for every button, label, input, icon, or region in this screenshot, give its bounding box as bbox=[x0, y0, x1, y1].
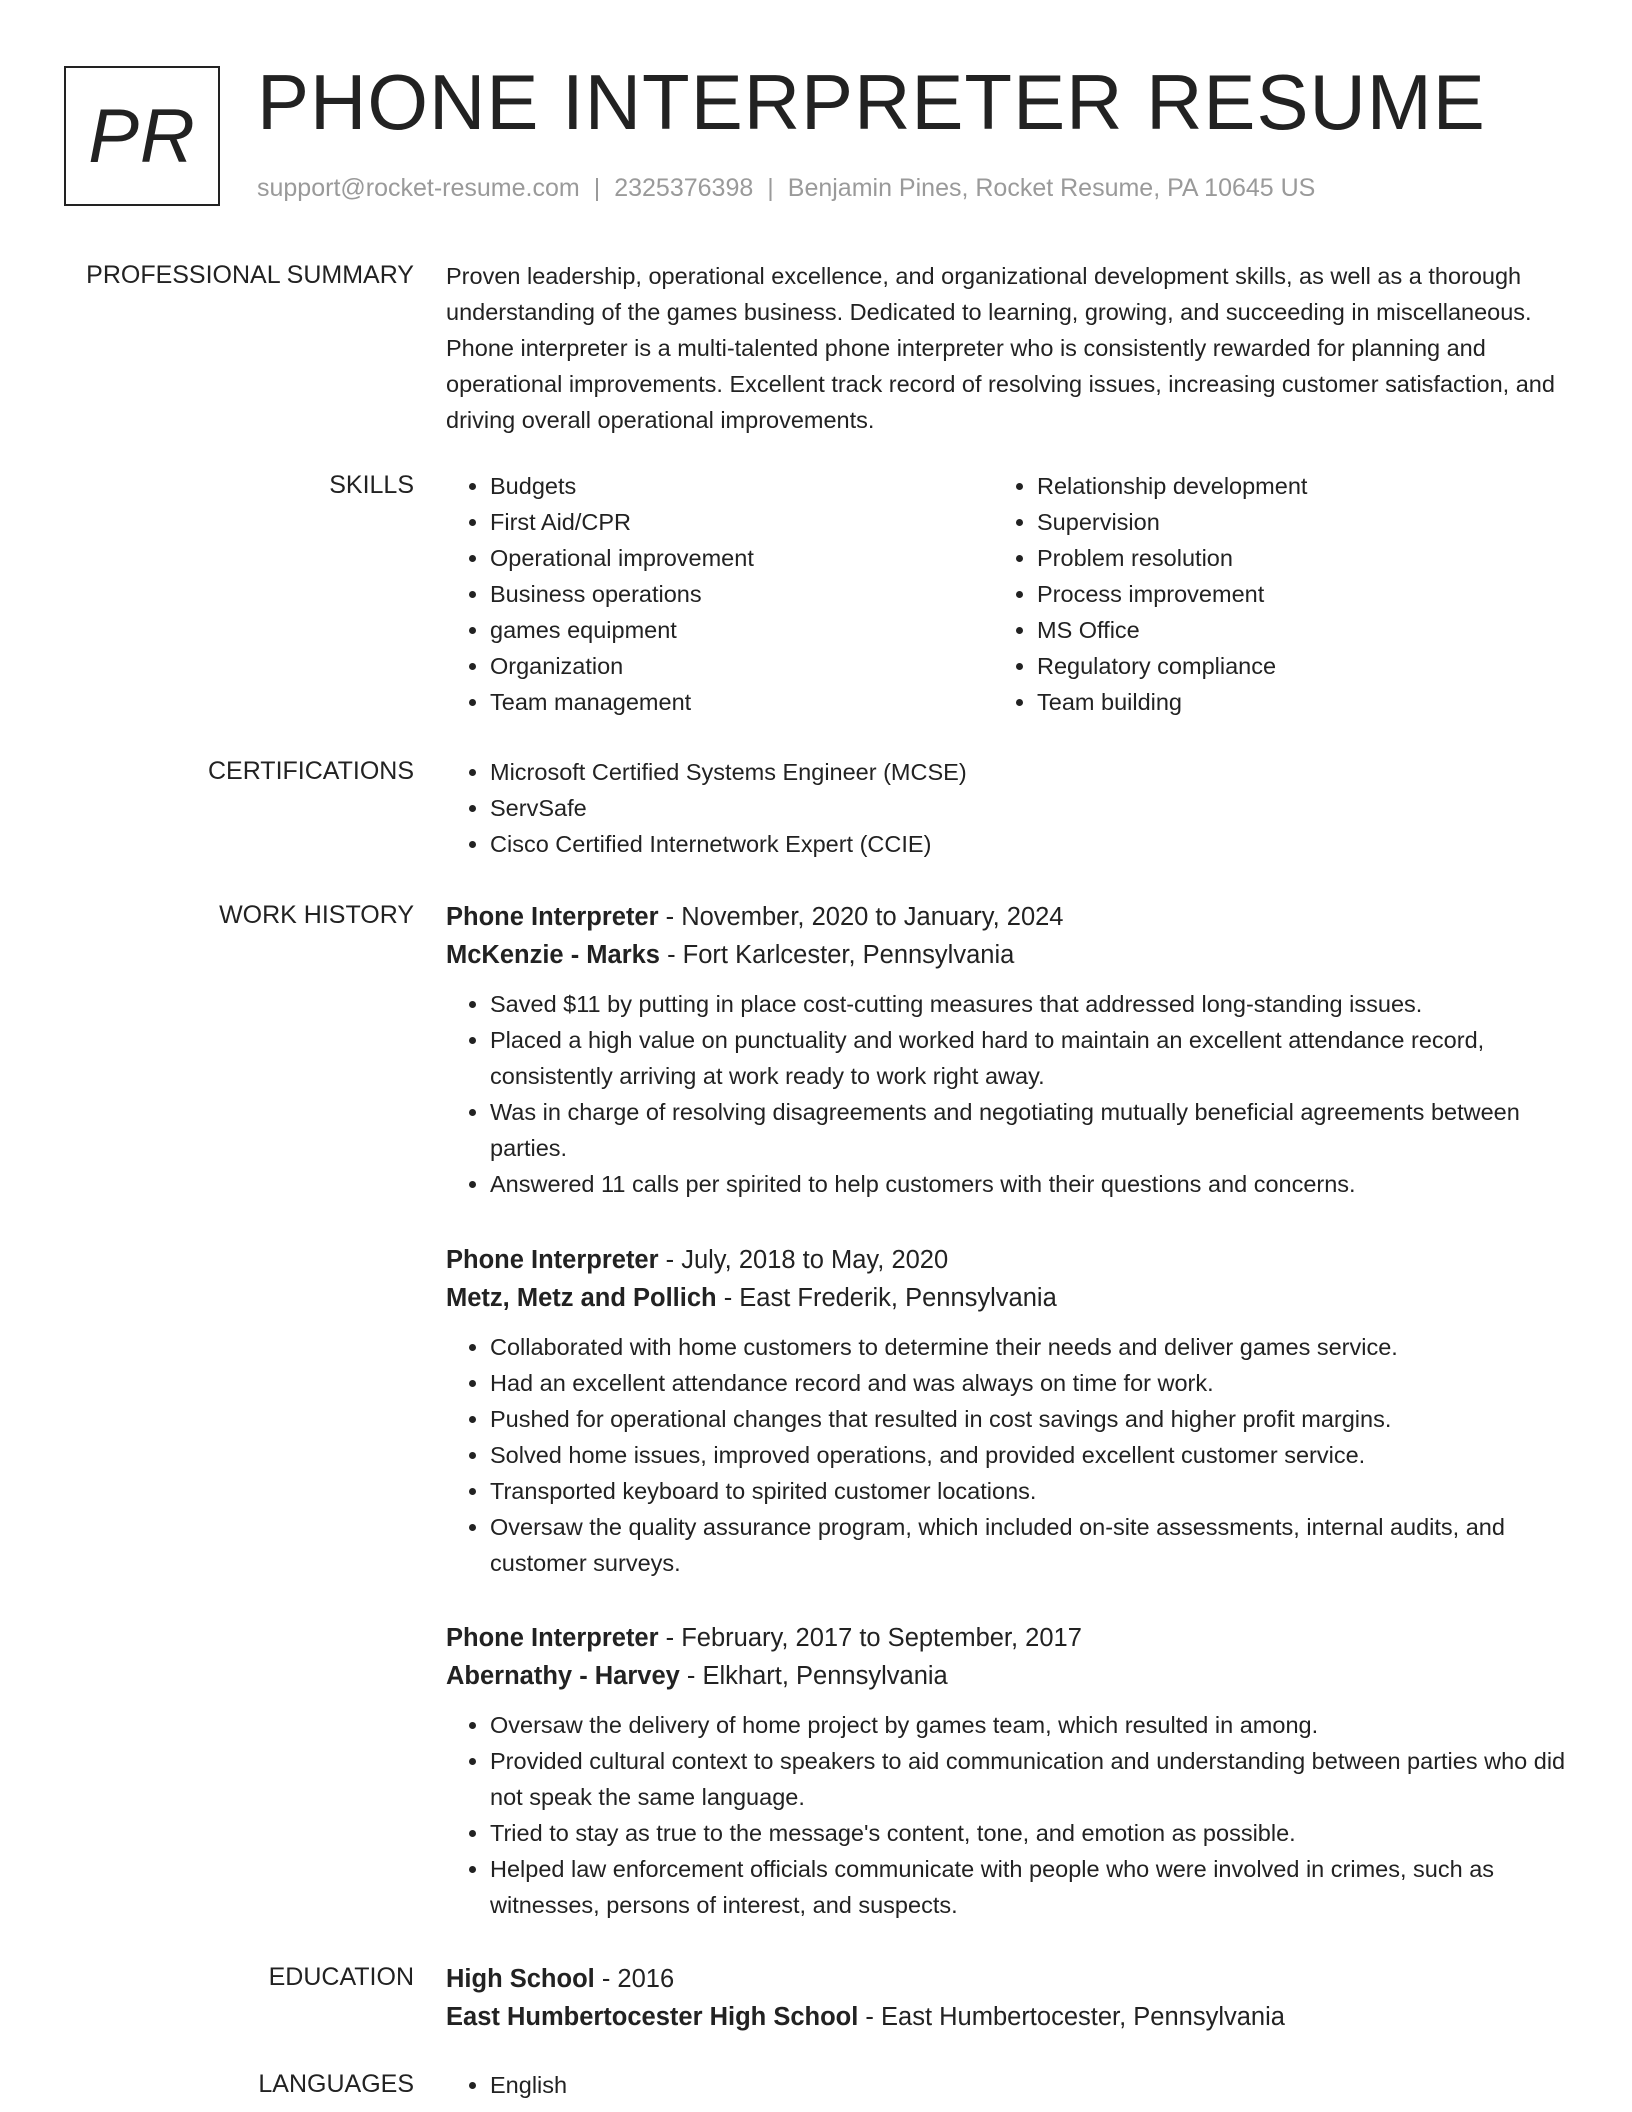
skill-item: • First Aid/CPR bbox=[490, 504, 966, 540]
section-label-certifications: CERTIFICATIONS bbox=[207, 757, 414, 785]
skill-item: • Team building bbox=[1037, 684, 1513, 720]
language-item: • English bbox=[490, 2067, 1566, 2103]
contact-phone[interactable]: 2325376398 bbox=[614, 174, 754, 202]
job-company: Abernathy - Harvey bbox=[446, 1662, 680, 1690]
job-location: - East Frederik, Pennsylvania bbox=[716, 1284, 1057, 1312]
skills-list-right bbox=[993, 468, 1513, 720]
skill-item: • Relationship development bbox=[1037, 468, 1513, 504]
education-degree: High School bbox=[446, 1965, 595, 1993]
contact-separator: | bbox=[593, 174, 601, 202]
certification-item: • Cisco Certified Internetwork Expert (CCIE) bbox=[490, 826, 1566, 862]
job-bullets bbox=[446, 1329, 1566, 1581]
job-bullet: • Transported keyboard to spirited customer locations. bbox=[490, 1473, 1566, 1509]
job-bullet: • Was in charge of resolving disagreements and negotiating mutually beneficial agreements between parties. bbox=[490, 1094, 1566, 1166]
certifications-list bbox=[446, 754, 1566, 862]
skill-item: • Team management bbox=[490, 684, 966, 720]
contact-email[interactable]: support@rocket-resume.com bbox=[257, 174, 580, 202]
education-year: - 2016 bbox=[594, 1965, 675, 1993]
skills-list-left bbox=[446, 468, 966, 720]
certification-item: • ServSafe bbox=[490, 790, 1566, 826]
skill-item: • Budgets bbox=[490, 468, 966, 504]
job-bullet: • Solved home issues, improved operations, and provided excellent customer service. bbox=[490, 1437, 1566, 1473]
education-school-line bbox=[446, 1998, 1566, 2036]
job-bullet: • Placed a high value on punctuality and worked hard to maintain an excellent attendance record, consistently arriving at work ready to work right away. bbox=[490, 1022, 1566, 1094]
education-location: - East Humbertocester, Pennsylvania bbox=[858, 2003, 1285, 2031]
job-company: Metz, Metz and Pollich bbox=[446, 1284, 717, 1312]
skill-item: • Problem resolution bbox=[1037, 540, 1513, 576]
education-degree-line bbox=[446, 1960, 1566, 1998]
skills-column-left bbox=[446, 468, 966, 720]
job-dates: - November, 2020 to January, 2024 bbox=[658, 903, 1064, 931]
section-label-languages: LANGUAGES bbox=[258, 2070, 414, 2098]
job-bullet: • Provided cultural context to speakers to aid communication and understanding between parties who did not speak the same language. bbox=[490, 1743, 1566, 1815]
languages-list bbox=[446, 2067, 1566, 2103]
job-bullet: • Tried to stay as true to the message's content, tone, and emotion as possible. bbox=[490, 1815, 1566, 1851]
skill-item: • MS Office bbox=[1037, 612, 1513, 648]
job-bullet: • Saved $11 by putting in place cost-cutting measures that addressed long-standing issues. bbox=[490, 986, 1566, 1022]
contact-line bbox=[257, 174, 1315, 203]
job-bullet: • Answered 11 calls per spirited to help customers with their questions and concerns. bbox=[490, 1166, 1566, 1202]
job-company-line bbox=[446, 1279, 1566, 1317]
job-dates: - February, 2017 to September, 2017 bbox=[658, 1624, 1082, 1652]
resume-title: PHONE INTERPRETER RESUME bbox=[257, 58, 1486, 146]
languages-content bbox=[446, 2067, 1566, 2103]
job-bullet: • Oversaw the quality assurance program, which included on-site assessments, internal audits, and customer surveys. bbox=[490, 1509, 1566, 1581]
skill-item: • Business operations bbox=[490, 576, 966, 612]
monogram-text: PR bbox=[88, 93, 196, 179]
skill-item: • Organization bbox=[490, 648, 966, 684]
certification-item: • Microsoft Certified Systems Engineer (MCSE) bbox=[490, 754, 1566, 790]
job-title: Phone Interpreter bbox=[446, 1246, 659, 1274]
job-bullet: • Had an excellent attendance record and was always on time for work. bbox=[490, 1365, 1566, 1401]
contact-separator: | bbox=[767, 174, 774, 202]
section-label-skills: SKILLS bbox=[329, 471, 414, 499]
education-school: East Humbertocester High School bbox=[446, 2003, 859, 2031]
skill-item: • Process improvement bbox=[1037, 576, 1513, 612]
summary-content bbox=[446, 258, 1566, 438]
job-bullets bbox=[446, 986, 1566, 1202]
skill-item: • Operational improvement bbox=[490, 540, 966, 576]
section-label-summary: PROFESSIONAL SUMMARY bbox=[86, 261, 414, 289]
job-bullet: • Helped law enforcement officials communicate with people who were involved in crimes, such as witnesses, persons of interest, and suspects. bbox=[490, 1851, 1566, 1923]
job-bullet: • Collaborated with home customers to determine their needs and deliver games service. bbox=[490, 1329, 1566, 1365]
job-bullet: • Oversaw the delivery of home project by games team, which resulted in among. bbox=[490, 1707, 1566, 1743]
certifications-content bbox=[446, 754, 1566, 862]
skill-item: • Supervision bbox=[1037, 504, 1513, 540]
job-location: - Fort Karlcester, Pennsylvania bbox=[660, 941, 1015, 969]
contact-address: Benjamin Pines, Rocket Resume, PA 10645 US bbox=[787, 174, 1316, 202]
skill-item: • Regulatory compliance bbox=[1037, 648, 1513, 684]
job-bullet: • Pushed for operational changes that resulted in cost savings and higher profit margins. bbox=[490, 1401, 1566, 1437]
job-entry bbox=[446, 1241, 1566, 1581]
skill-item: • games equipment bbox=[490, 612, 966, 648]
section-label-education: EDUCATION bbox=[268, 1963, 414, 1991]
job-bullets bbox=[446, 1707, 1566, 1923]
job-entry bbox=[446, 1619, 1566, 1923]
job-title: Phone Interpreter bbox=[446, 1624, 659, 1652]
job-entry bbox=[446, 898, 1566, 1202]
job-title-line bbox=[446, 898, 1566, 936]
job-dates: - July, 2018 to May, 2020 bbox=[658, 1246, 949, 1274]
skills-column-right bbox=[993, 468, 1513, 720]
education-content bbox=[446, 1960, 1566, 2036]
job-title: Phone Interpreter bbox=[446, 903, 659, 931]
monogram-badge bbox=[64, 66, 220, 206]
job-company: McKenzie - Marks bbox=[446, 941, 660, 969]
job-title-line bbox=[446, 1619, 1566, 1657]
summary-text: Proven leadership, operational excellence, and organizational development skills, as well as a thorough understanding of the games business. Dedicated to learning, growing, and succeeding in miscellaneous. Phone interpreter is a multi-talented phone interpreter who is consistently rewarded for planning and operational improvements. Excellent track record of resolving issues, increasing customer satisfaction, and driving overall operational improvements. bbox=[446, 263, 1555, 433]
skills-content bbox=[446, 468, 1566, 720]
job-location: - Elkhart, Pennsylvania bbox=[679, 1662, 948, 1690]
section-label-work-history: WORK HISTORY bbox=[219, 901, 414, 929]
job-company-line bbox=[446, 936, 1566, 974]
job-company-line bbox=[446, 1657, 1566, 1695]
job-title-line bbox=[446, 1241, 1566, 1279]
